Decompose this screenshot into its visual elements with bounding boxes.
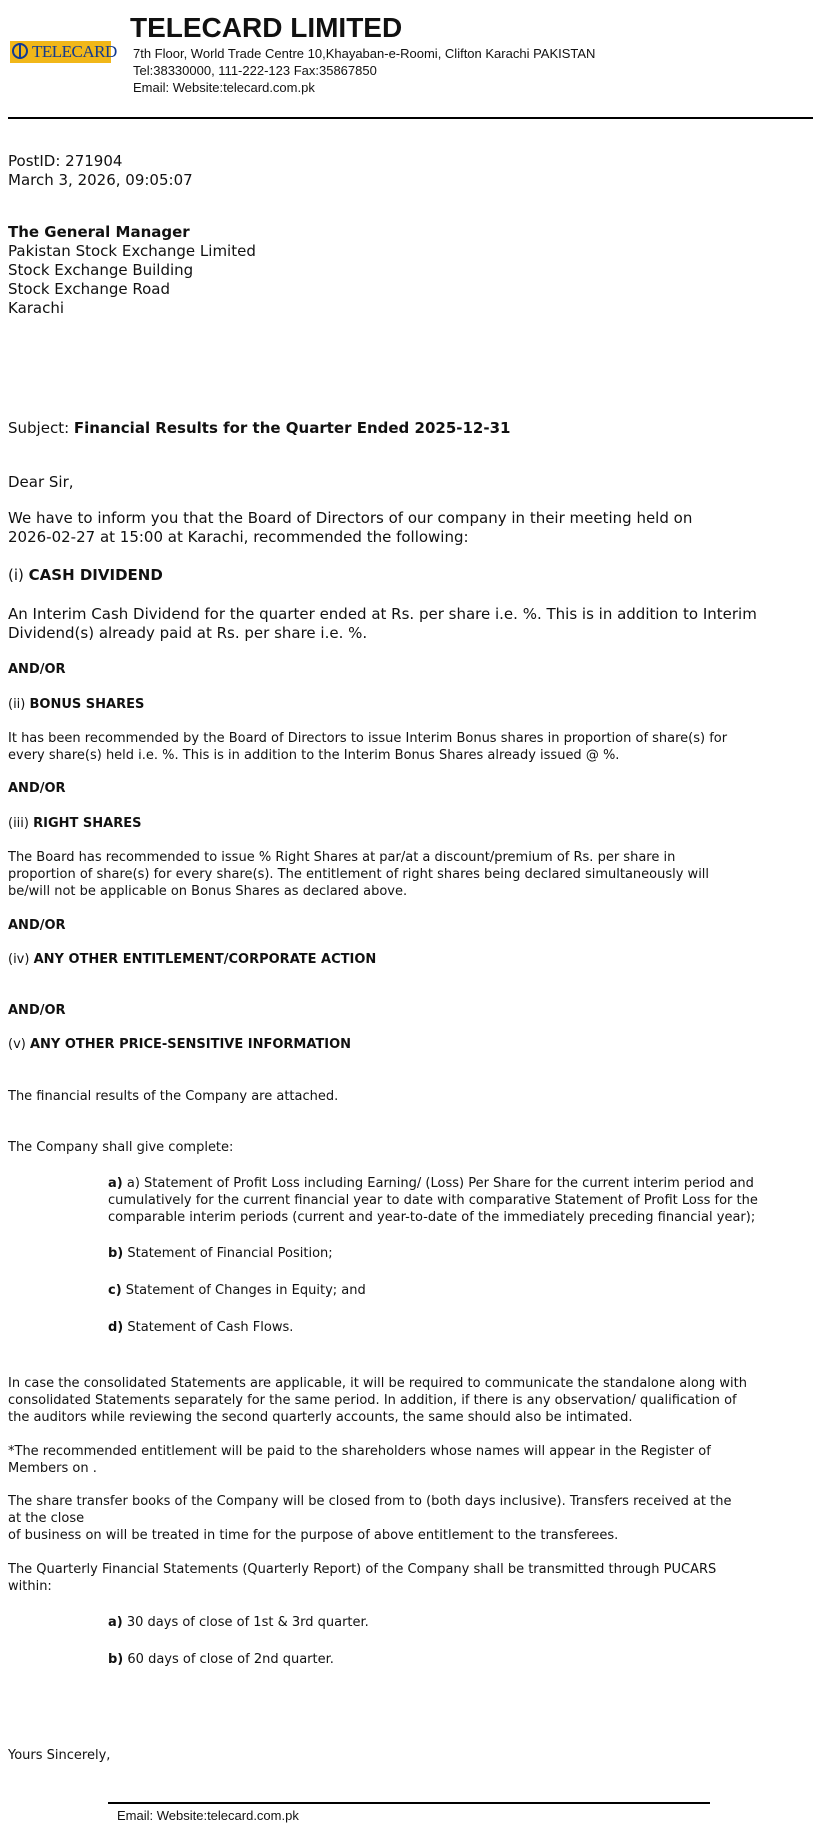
statement-item — [108, 1319, 293, 1336]
cash-dividend-heading — [8, 566, 163, 585]
company-name: TELECARD LIMITED — [130, 12, 403, 43]
statement-text: cumulatively for the current financial year to date with comparative Statement of Profit Loss for the — [108, 1193, 758, 1208]
closing: Yours Sincerely, — [8, 1748, 111, 1763]
addressee-line: Stock Exchange Building — [8, 261, 194, 279]
and-or-separator: AND/OR — [8, 662, 66, 677]
statement-text: comparable interim periods (current and year-to-date of the immediately preceding financial year); — [108, 1210, 756, 1225]
and-or-separator: AND/OR — [8, 918, 66, 933]
section-number: (iv) — [8, 952, 30, 967]
section-title: CASH DIVIDEND — [28, 566, 163, 584]
statement-text: Statement of Changes in Equity; and — [125, 1283, 366, 1298]
statement-item — [108, 1245, 333, 1262]
statement-item — [108, 1282, 366, 1299]
company-address: 7th Floor, World Trade Centre 10,Khayaban-e-Roomi, Clifton Karachi PAKISTAN — [133, 46, 596, 61]
post-id: PostID: 271904 — [8, 152, 123, 170]
post-datetime: March 3, 2026, 09:05:07 — [8, 171, 193, 189]
right-shares-text: be/will not be applicable on Bonus Shares as declared above. — [8, 884, 408, 899]
statement-text: a) Statement of Profit Loss including Earning/ (Loss) Per Share for the current interim period and — [126, 1176, 754, 1191]
company-email: Email: Website:telecard.com.pk — [133, 80, 315, 95]
statement-text: Statement of Financial Position; — [127, 1246, 333, 1261]
logo-text: TELECARD — [32, 42, 117, 61]
right-shares-text: The Board has recommended to issue % Right Shares at par/at a discount/premium of Rs. per share in — [8, 850, 676, 865]
list-marker: d) — [108, 1320, 124, 1335]
deadline-text: 30 days of close of 1st & 3rd quarter. — [126, 1615, 369, 1630]
telecard-logo — [10, 41, 117, 63]
section-number: (ii) — [8, 697, 26, 712]
intro-line: We have to inform you that the Board of Directors of our company in their meeting held on — [8, 509, 693, 527]
subject-text: Financial Results for the Quarter Ended 2025-12-31 — [73, 419, 511, 437]
cash-dividend-text: Dividend(s) already paid at Rs. per share i.e. %. — [8, 624, 368, 642]
section-number: (v) — [8, 1037, 26, 1052]
entitlement-note: Members on . — [8, 1461, 97, 1476]
addressee-line: Stock Exchange Road — [8, 280, 170, 298]
section-title: RIGHT SHARES — [33, 816, 142, 831]
transfer-books-text: at the close — [8, 1511, 85, 1526]
right-shares-heading — [8, 815, 141, 832]
and-or-separator: AND/OR — [8, 781, 66, 796]
addressee-line: Pakistan Stock Exchange Limited — [8, 242, 256, 260]
consolidated-text: In case the consolidated Statements are applicable, it will be required to communicate the standalone along with — [8, 1376, 747, 1391]
transfer-books-text: of business on will be treated in time for the purpose of above entitlement to the transferees. — [8, 1528, 619, 1543]
section-title: BONUS SHARES — [29, 697, 145, 712]
entitlement-note: *The recommended entitlement will be paid to the shareholders whose names will appear in the Register of — [8, 1444, 711, 1459]
intro-line: 2026-02-27 at 15:00 at Karachi, recommended the following: — [8, 528, 469, 546]
pucars-text: within: — [8, 1579, 52, 1594]
list-marker: a) — [108, 1615, 123, 1630]
list-marker: c) — [108, 1283, 122, 1298]
addressee-line: Karachi — [8, 299, 65, 317]
header-divider — [8, 117, 813, 119]
deadline-item — [108, 1651, 334, 1668]
list-marker: a) — [108, 1176, 123, 1191]
cash-dividend-text: An Interim Cash Dividend for the quarter ended at Rs. per share i.e. %. This is in addition to Interim — [8, 605, 757, 623]
transfer-books-text: The share transfer books of the Company will be closed from to (both days inclusive). Transfers received at the — [8, 1494, 732, 1509]
right-shares-text: proportion of share(s) for every share(s). The entitlement of right shares being declared simultaneously will — [8, 867, 710, 882]
list-marker: b) — [108, 1652, 124, 1667]
bonus-shares-heading — [8, 696, 144, 713]
deadline-item — [108, 1614, 369, 1631]
and-or-separator: AND/OR — [8, 1003, 66, 1018]
company-phone: Tel:38330000, 111-222-123 Fax:35867850 — [133, 63, 377, 78]
other-entitlement-heading — [8, 951, 376, 968]
pucars-text: The Quarterly Financial Statements (Quarterly Report) of the Company shall be transmitted through PUCARS — [8, 1562, 717, 1577]
section-number: (i) — [8, 566, 24, 584]
consolidated-text: consolidated Statements separately for the same period. In addition, if there is any observation/ qualification of — [8, 1393, 737, 1408]
bonus-shares-text: It has been recommended by the Board of Directors to issue Interim Bonus shares in proportion of share(s) for — [8, 731, 728, 746]
footer-divider — [108, 1802, 710, 1804]
price-sensitive-heading — [8, 1036, 351, 1053]
subject-line — [8, 419, 510, 438]
section-title: ANY OTHER PRICE-SENSITIVE INFORMATION — [29, 1037, 352, 1052]
footer-email: Email: Website:telecard.com.pk — [117, 1808, 299, 1823]
logo-emblem-icon — [12, 43, 28, 59]
attached-note: The financial results of the Company are attached. — [8, 1089, 339, 1104]
list-marker: b) — [108, 1246, 124, 1261]
statement-item — [108, 1175, 754, 1192]
addressee-title: The General Manager — [8, 223, 190, 241]
subject-label: Subject: — [8, 419, 70, 437]
complete-intro: The Company shall give complete: — [8, 1140, 234, 1155]
section-number: (iii) — [8, 816, 29, 831]
section-title: ANY OTHER ENTITLEMENT/CORPORATE ACTION — [33, 952, 377, 967]
bonus-shares-text: every share(s) held i.e. %. This is in addition to the Interim Bonus Shares already issued @ %. — [8, 748, 620, 763]
deadline-text: 60 days of close of 2nd quarter. — [127, 1652, 334, 1667]
consolidated-text: the auditors while reviewing the second quarterly accounts, the same should also be intimated. — [8, 1410, 633, 1425]
salutation: Dear Sir, — [8, 473, 74, 491]
statement-text: Statement of Cash Flows. — [127, 1320, 294, 1335]
